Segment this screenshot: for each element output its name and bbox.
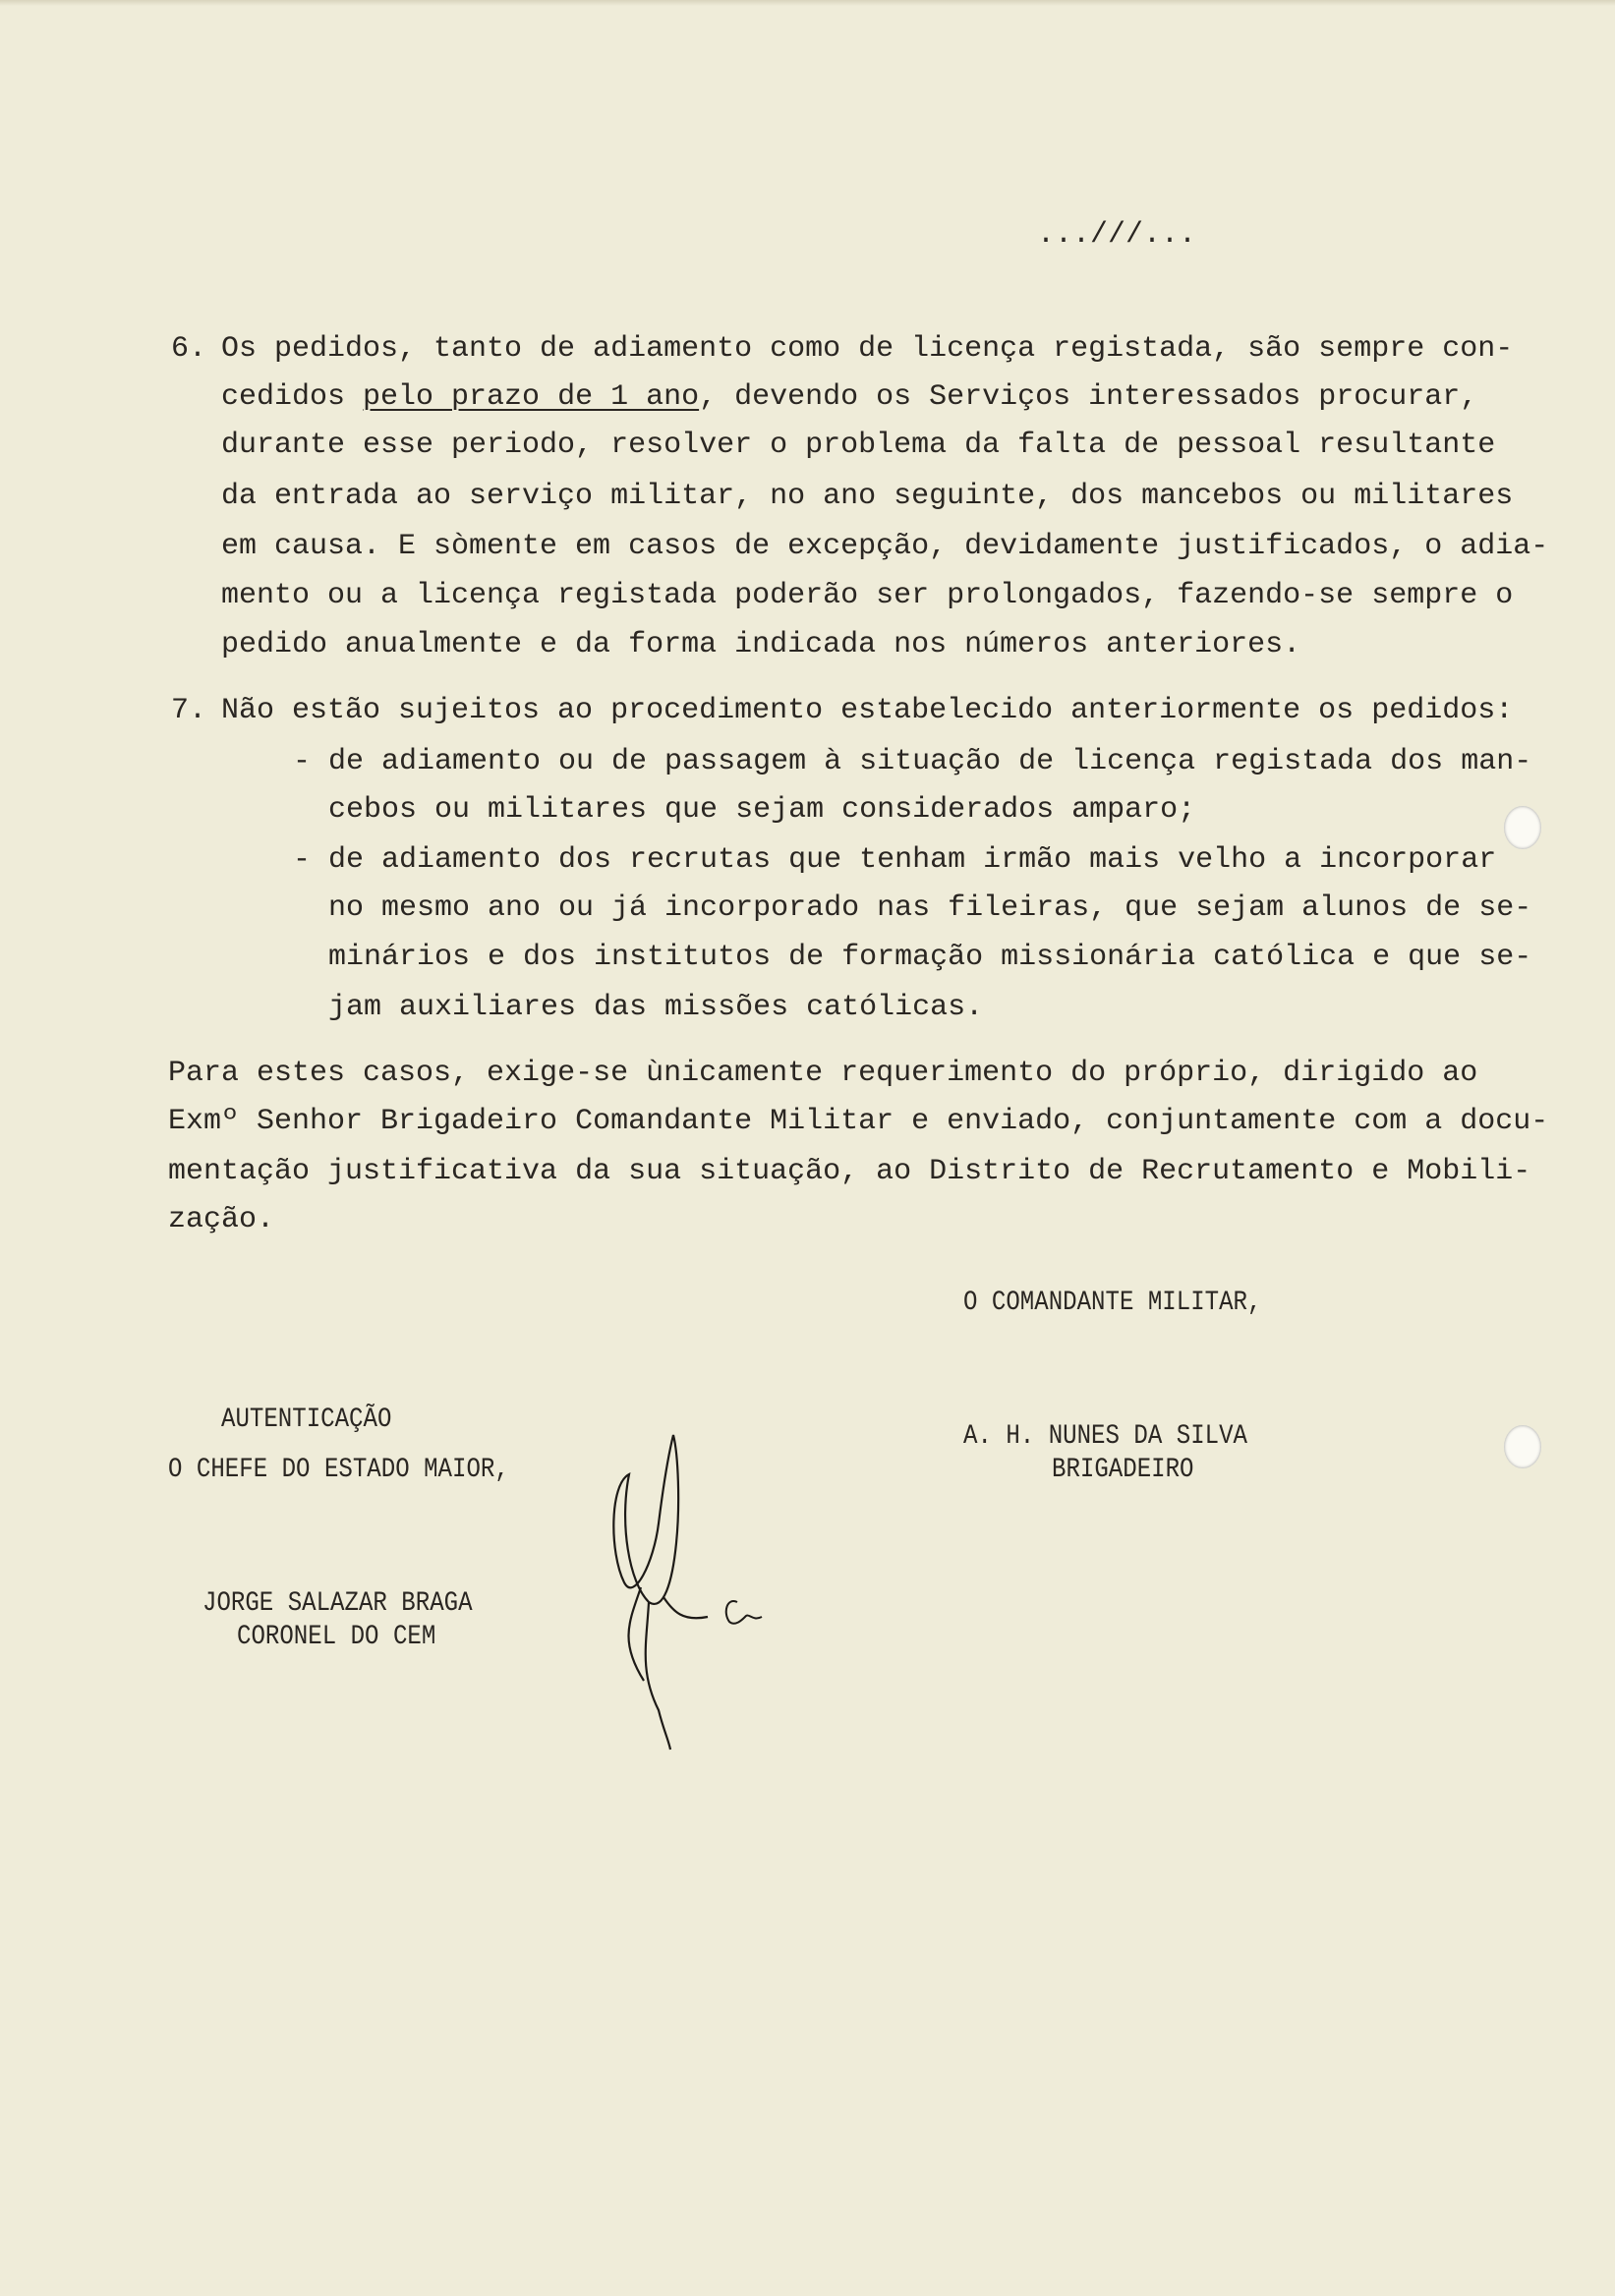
text-line: mento ou a licença registada poderão ser prolongados, fazendo-se sempre o [221,579,1514,612]
paper-edge [0,0,1615,6]
text: , devendo os Serviços interessados procurar, [699,380,1478,414]
text-line [221,380,1477,414]
item-number: 6. [171,332,207,366]
punch-hole [1504,806,1541,849]
text-line: zação. [168,1203,275,1236]
commander-title: O COMANDANTE MILITAR, [963,1288,1262,1318]
text: cedidos [221,380,364,414]
text-line: pedido anualmente e da forma indicada nos números anteriores. [221,628,1301,661]
text-line: jam auxiliares das missões católicas. [328,991,984,1024]
text-line: em causa. E sòmente em casos de excepção, devidamente justificados, o adia- [221,530,1549,563]
bullet-dash: - [293,745,312,778]
underlined-text: pelo prazo de 1 ano [363,380,700,414]
text-line: Não estão sujeitos ao procedimento estabelecido anteriormente os pedidos: [221,694,1514,727]
text-line: Os pedidos, tanto de adiamento como de licença registada, são sempre con- [221,332,1514,366]
text-line: durante esse periodo, resolver o problema da falta de pessoal resultante [221,429,1496,462]
punch-hole [1504,1425,1541,1468]
text-line: de adiamento dos recrutas que tenham irmão mais velho a incorporar [328,843,1497,877]
text-line: da entrada ao serviço militar, no ano seguinte, dos mancebos ou militares [221,480,1514,513]
text-line: Exmº Senhor Brigadeiro Comandante Militar e enviado, conjuntamente com a docu- [168,1105,1549,1138]
item-number: 7. [171,694,207,727]
text-line: no mesmo ano ou já incorporado nas fileiras, que sejam alunos de se- [328,891,1532,925]
commander-name: A. H. NUNES DA SILVA [963,1421,1248,1452]
chief-name: JORGE SALAZAR BRAGA [202,1588,473,1619]
text-line: mentação justificativa da sua situação, ao Distrito de Recrutamento e Mobili- [168,1155,1531,1188]
bullet-dash: - [293,843,312,877]
authentication-label: AUTENTICAÇÃO [221,1405,392,1435]
text-line: minários e dos institutos de formação missionária católica e que se- [328,941,1532,974]
handwritten-signature [570,1415,767,1759]
continuation-marker: ...///... [1037,218,1197,252]
commander-rank: BRIGADEIRO [1052,1455,1194,1485]
text-line: de adiamento ou de passagem à situação de licença registada dos man- [328,745,1532,778]
text-line: Para estes casos, exige-se ùnicamente requerimento do próprio, dirigido ao [168,1057,1478,1090]
chief-title: O CHEFE DO ESTADO MAIOR, [168,1455,509,1485]
text-line: cebos ou militares que sejam considerados amparo; [328,793,1196,827]
chief-rank: CORONEL DO CEM [237,1622,436,1652]
